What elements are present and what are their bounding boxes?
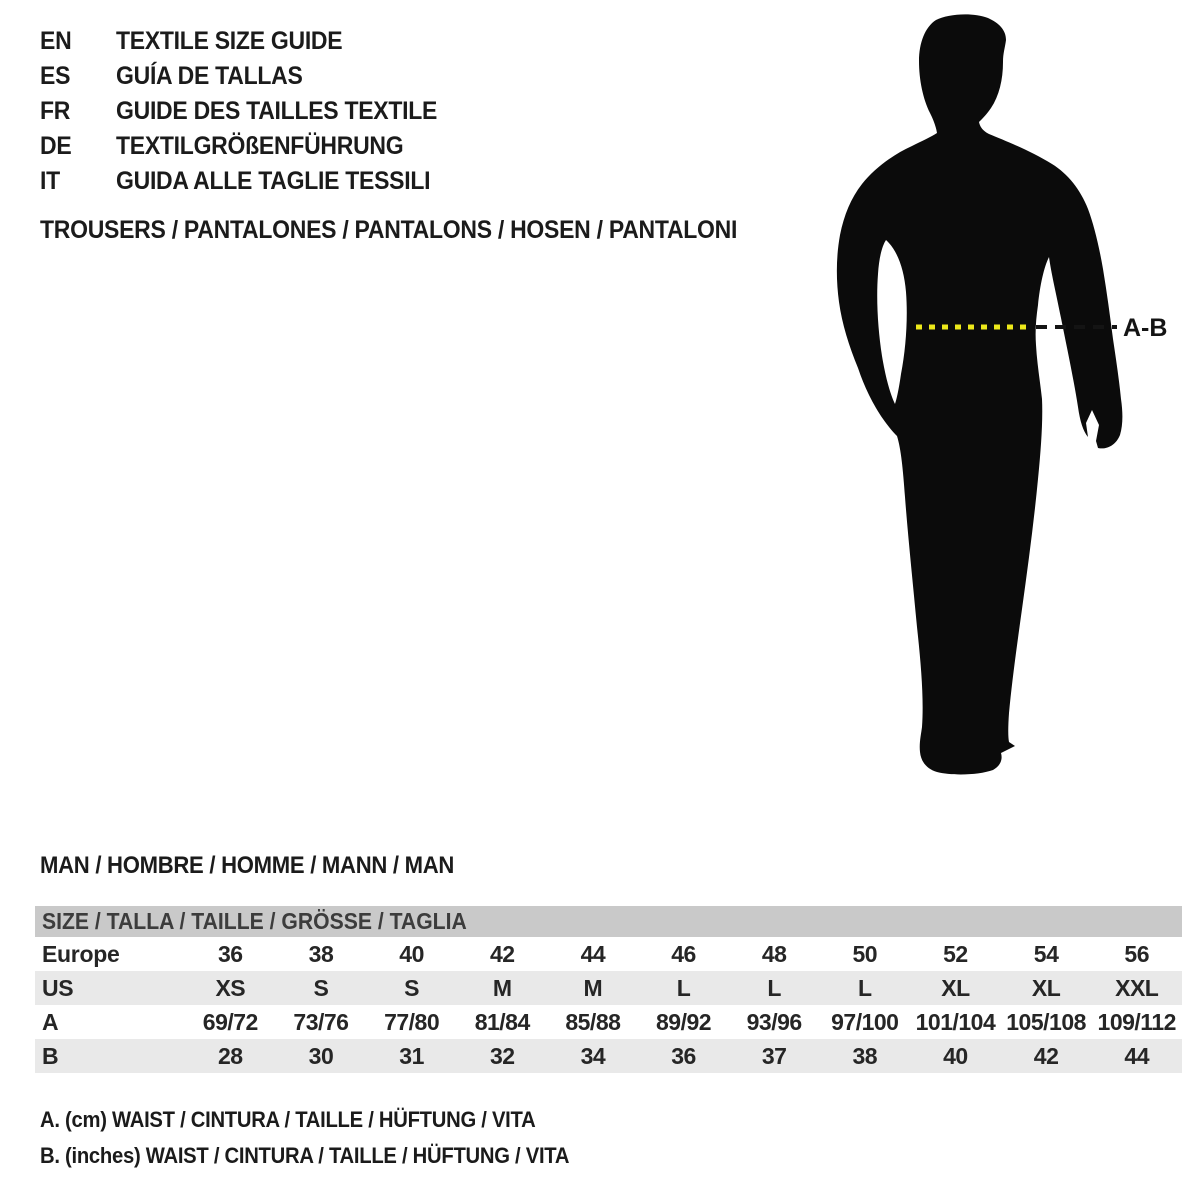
table-cell: M: [583, 975, 603, 1001]
table-cell: 46: [671, 941, 696, 967]
table-cell: 31: [399, 1043, 424, 1069]
table-cell: 50: [852, 941, 878, 967]
table-cell: 56: [1124, 941, 1150, 967]
language-row-de: [40, 129, 465, 164]
table-cell: 52: [943, 941, 968, 967]
table-row-a-cm: [35, 1005, 1182, 1039]
table-cell: L: [858, 975, 872, 1001]
table-cell: L: [767, 975, 781, 1001]
table-cell: 97/100: [831, 1009, 899, 1035]
language-row-fr: [40, 94, 465, 129]
table-cell: 81/84: [474, 1009, 530, 1035]
section-heading-text: MAN / HOMBRE / HOMME / MANN / MAN: [40, 852, 455, 879]
table-cell: 36: [671, 1043, 696, 1069]
man-silhouette-icon: [837, 14, 1123, 774]
table-cell: 73/76: [293, 1009, 349, 1035]
table-cell: 42: [1033, 1043, 1059, 1069]
language-code-text: DE: [40, 132, 72, 160]
man-silhouette-figure: [820, 0, 1200, 790]
table-cell: 37: [761, 1043, 787, 1069]
language-code: [40, 24, 116, 59]
language-row-en: [40, 24, 465, 59]
table-cell: 89/92: [655, 1009, 712, 1035]
language-code: [40, 94, 116, 129]
language-code: [40, 59, 116, 94]
size-table-header: [35, 906, 1182, 937]
table-cell: 40: [399, 941, 424, 967]
language-title-text: GUIDE DES TAILLES TEXTILE: [116, 97, 438, 125]
table-cell: 28: [218, 1043, 243, 1069]
table-cell: 32: [489, 1043, 515, 1069]
language-code: [40, 129, 116, 164]
product-category-title: [40, 215, 798, 245]
language-row-es: [40, 59, 465, 94]
language-title: [116, 24, 465, 59]
size-table-header-text: SIZE / TALLA / TAILLE / GRÖSSE / TAGLIA: [42, 908, 467, 934]
language-title: [116, 59, 465, 94]
table-cell: L: [676, 975, 691, 1001]
language-title-text: TEXTILGRÖßENFÜHRUNG: [116, 132, 404, 160]
measurement-footnotes: [40, 1102, 615, 1174]
table-row-europe: [35, 937, 1182, 971]
table-cell: 34: [580, 1043, 606, 1069]
footnote-b: [40, 1138, 615, 1174]
table-cell: XL: [1031, 975, 1061, 1001]
table-cell: 30: [308, 1043, 334, 1069]
language-code: [40, 164, 116, 199]
row-label: US: [42, 975, 74, 1001]
language-title-text: GUÍA DE TALLAS: [116, 62, 303, 90]
language-code-text: ES: [40, 62, 71, 90]
table-row-us: [35, 971, 1182, 1005]
table-cell: 44: [1124, 1043, 1150, 1069]
section-heading-man: [40, 852, 490, 880]
table-cell: S: [404, 975, 420, 1001]
table-cell: 77/80: [384, 1009, 440, 1035]
row-label: B: [42, 1043, 59, 1069]
table-cell: 101/104: [915, 1009, 996, 1035]
table-cell: 93/96: [746, 1009, 802, 1035]
waist-measure-label: A-B: [1123, 314, 1168, 342]
row-label: A: [42, 1009, 59, 1035]
footnote-a-text: A. (cm) WAIST / CINTURA / TAILLE / HÜFTUNG / VITA: [40, 1107, 536, 1132]
table-cell: 36: [218, 941, 243, 967]
table-cell: 69/72: [202, 1009, 258, 1035]
language-code-text: IT: [40, 167, 60, 195]
size-table: [35, 906, 1182, 1073]
table-cell: 38: [852, 1043, 878, 1069]
language-title: [116, 94, 465, 129]
product-category-title-text: TROUSERS / PANTALONES / PANTALONS / HOSEN / PANTALONI: [40, 216, 738, 244]
footnote-a: [40, 1102, 615, 1138]
table-cell: XS: [215, 975, 246, 1001]
language-title: [116, 164, 465, 199]
table-cell: 105/108: [1006, 1009, 1086, 1035]
language-row-it: [40, 164, 465, 199]
language-title-text: GUIDA ALLE TAGLIE TESSILI: [116, 167, 431, 195]
table-cell: XXL: [1115, 975, 1159, 1001]
table-cell: 40: [943, 1043, 968, 1069]
table-cell: 109/112: [1097, 1009, 1176, 1035]
language-code-text: EN: [40, 27, 72, 55]
table-cell: XL: [941, 975, 970, 1001]
language-code-text: FR: [40, 97, 71, 125]
table-cell: 44: [580, 941, 606, 967]
language-title: [116, 129, 465, 164]
language-guide-block: [40, 24, 465, 199]
footnote-b-text: B. (inches) WAIST / CINTURA / TAILLE / HÜFTUNG / VITA: [40, 1143, 570, 1168]
row-label: Europe: [42, 941, 120, 967]
language-title-text: TEXTILE SIZE GUIDE: [116, 27, 343, 55]
table-cell: S: [313, 975, 329, 1001]
table-cell: 48: [761, 941, 787, 967]
table-cell: 54: [1033, 941, 1059, 967]
table-row-b-inches: [35, 1039, 1182, 1073]
table-cell: 42: [489, 941, 515, 967]
table-cell: 85/88: [565, 1009, 621, 1035]
table-cell: 38: [308, 941, 334, 967]
table-cell: M: [492, 975, 512, 1001]
